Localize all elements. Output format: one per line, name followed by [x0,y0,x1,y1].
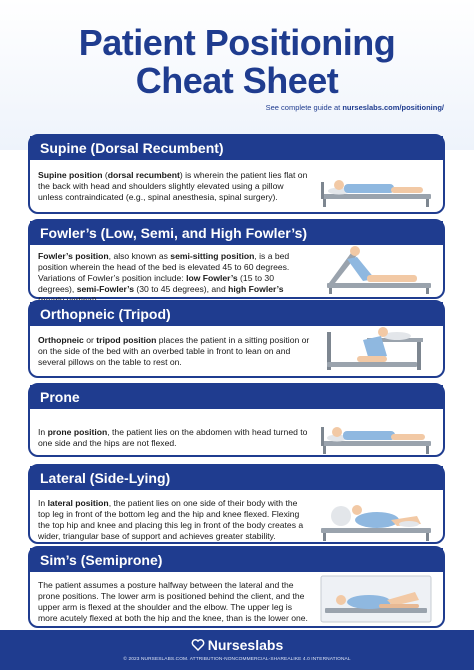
text: , also known as [108,251,171,261]
term-high-fowlers: high Fowler’s [228,284,284,294]
card-lateral [28,464,445,544]
term-orthopneic: Orthopneic [38,335,84,345]
heart-logo-icon [191,638,205,652]
text: (15 to 30 degrees), [38,273,274,294]
card-heading: Prone [30,385,443,409]
text: , the patient lies on the abdomen with head turned to one side and the hips are not flexed. [38,427,308,448]
card-description [38,251,310,306]
text: or [83,335,97,345]
text: places the patient in a sitting position or on the side of the bed with an overbed table in front to lean on and several pillows on the table to rest on. [38,335,310,367]
card-heading: Sim’s (Semiprone) [30,548,443,572]
card-body [30,409,443,455]
text: ) is wherein the patient lies flat on the back with head and shoulders slightly elevated using a pillow unless contraindicated (e.g., spinal anesthesia, spinal surgery). [38,170,308,202]
card-supine [28,134,445,214]
term-dorsal-recumbent: dorsal recumbent [107,170,180,180]
card-heading: Lateral (Side-Lying) [30,466,443,490]
term-semi-sitting: semi-sitting position [170,251,255,261]
sims-illustration [317,574,435,624]
card-sims [28,546,445,628]
card-heading: Orthopneic (Tripod) [30,302,443,326]
card-description [38,415,310,449]
orthopneic-illustration [317,324,435,372]
term-low-fowlers: low Fowler’s [186,273,238,283]
text: (30 to 45 degrees), and [134,284,229,294]
card-description [38,496,310,542]
card-body [30,490,443,548]
text: In [38,498,48,508]
card-description [38,578,310,624]
copyright-text: © 2023 NURSESLABS.COM. ATTRIBUTION-NONCOMMERCIAL-SHAREALIKE 4.0 INTERNATIONAL [123,657,351,662]
text: ( [102,170,108,180]
fowlers-illustration [317,245,435,295]
card-prone [28,383,445,457]
card-heading: Supine (Dorsal Recumbent) [30,136,443,160]
card-fowlers [28,219,445,299]
text: , is a bed position wherein the head of the bed is elevated 45 to 60 degrees. Variations of Fowler’s position include: [38,251,290,283]
text: In [38,427,48,437]
card-body [30,572,443,630]
card-body [30,326,443,374]
term-lateral: lateral position [47,498,109,508]
card-heading: Fowler’s (Low, Semi, and High Fowler’s) [30,221,443,245]
guide-link[interactable]: nurseslabs.com/positioning/ [342,103,444,112]
text: The patient assumes a posture halfway between the lateral and the prone positions. The lower arm is positioned behind the client, and the upper arm is flexed at the shoulder and the elbow. The upper leg is more acutely flexed at both the hip and the knee, than is the lower one. [38,580,308,623]
guide-note [266,103,444,112]
title-line-2: Cheat Sheet [135,60,339,101]
supine-illustration [317,164,435,208]
footer [0,630,474,670]
lateral-illustration [317,494,435,542]
term-tripod: tripod position [96,335,157,345]
term-supine: Supine position [38,170,103,180]
card-description [38,166,310,203]
title-line-1: Patient Positioning [78,22,396,63]
brand-name: Nurseslabs [207,637,284,653]
page-title [0,24,474,100]
guide-prefix: See complete guide at [265,103,343,112]
card-body [30,160,443,209]
term-fowlers: Fowler’s position [38,251,109,261]
term-semi-fowlers: semi-Fowler’s [76,284,135,294]
card-description [38,332,310,368]
card-orthopneic [28,300,445,378]
footer-brand[interactable] [0,637,474,653]
term-prone: prone position [47,427,108,437]
text: , the patient lies on one side of their body with the top leg in front of the bottom leg and the hip and knee flexed. Flexing the top hip and knee and placing this leg in front of the body creates a wider, triangular base of support and achieves greater stability. [38,498,304,541]
prone-illustration [317,413,435,457]
